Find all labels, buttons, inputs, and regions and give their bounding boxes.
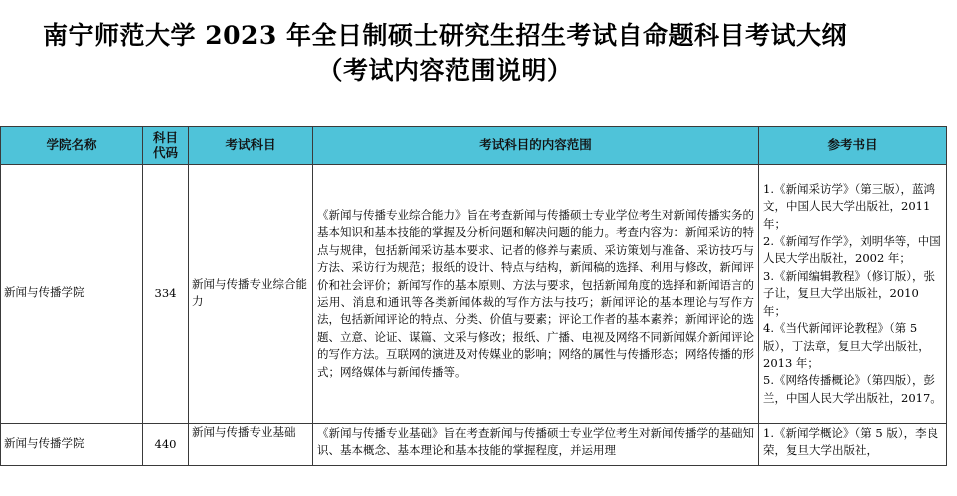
reference-book: 5.《网络传播概论》（第四版），彭兰，中国人民大学出版社，2017。 xyxy=(763,373,942,405)
cell-books xyxy=(759,424,947,466)
reference-book: 1.《新闻采访学》（第三版），蓝鸿文，中国人民大学出版社，2011 年； xyxy=(763,181,935,231)
reference-book: 3.《新闻编辑教程》（修订版），张子让，复旦大学出版社，2010 年； xyxy=(763,268,935,318)
header-subject: 考试科目 xyxy=(189,127,313,165)
header-code xyxy=(143,127,189,165)
cell-subject: 新闻与传播专业基础 xyxy=(189,424,313,466)
cell-college: 新闻与传播学院 xyxy=(1,424,143,466)
table-row xyxy=(1,165,947,424)
header-books: 参考书目 xyxy=(759,127,947,165)
header-code-line1: 科目 xyxy=(152,130,178,145)
header-content: 考试科目的内容范围 xyxy=(313,127,759,165)
cell-college: 新闻与传播学院 xyxy=(1,165,143,424)
table-row xyxy=(1,424,947,466)
reference-book: 2.《新闻写作学》，刘明华等，中国人民大学出版社，2002 年； xyxy=(763,234,941,266)
reference-book: 4.《当代新闻评论教程》（第 5 版），丁法章，复旦大学出版社，2013 年； xyxy=(763,321,930,370)
header-code-line2: 代码 xyxy=(152,145,178,160)
document-subtitle: （考试内容范围说明） xyxy=(317,56,573,85)
cell-code: 334 xyxy=(143,165,189,424)
cell-subject: 新闻与传播专业综合能力 xyxy=(189,165,313,424)
table-header-row xyxy=(1,127,947,165)
document-title: 南宁师范大学 2023 年全日制硕士研究生招生考试自命题科目考试大纲 xyxy=(43,21,847,50)
syllabus-table xyxy=(0,126,947,466)
cell-content: 《新闻与传播专业基础》旨在考查新闻与传播硕士专业学位考生对新闻传播学的基础知识、基本概念、基本理论和基本技能的掌握程度，并运用理 xyxy=(313,424,759,466)
header-college: 学院名称 xyxy=(1,127,143,165)
cell-code: 440 xyxy=(143,424,189,466)
cell-content: 《新闻与传播专业综合能力》旨在考查新闻与传播硕士专业学位考生对新闻传播实务的基本知识和基本技能的掌握及分析问题和解决问题的能力。考查内容为：新闻采访的特点与规律，包括新闻采访基本要求、记者的修养与素质、采访策划与准备、采访技巧与方法、采访行为规范；报纸的设计、特点与结构，新闻稿的选择、利用与修改，新闻评价和社会评价；新闻写作的基本原则、方法与要求，包括新闻角度的选择和新闻语言的运用、消息和通讯等各类新闻体裁的写作方法与技巧；新闻评论的基本理论与写作方法，包括新闻评论的特点、分类、价值与要素；评论工作者的基本素养；新闻评论的选题、立意、论证、谋篇、文采与修改；报纸、广播、电视及网络不同新闻媒介新闻评论的写作方法。互联网的演进及对传媒业的影响；网络的属性与传播形态；网络传播的形式；网络媒体与新闻传播等。 xyxy=(313,165,759,424)
reference-book: 1.《新闻学概论》（第 5 版），李良荣，复旦大学出版社， xyxy=(763,426,939,458)
cell-books xyxy=(759,165,947,424)
